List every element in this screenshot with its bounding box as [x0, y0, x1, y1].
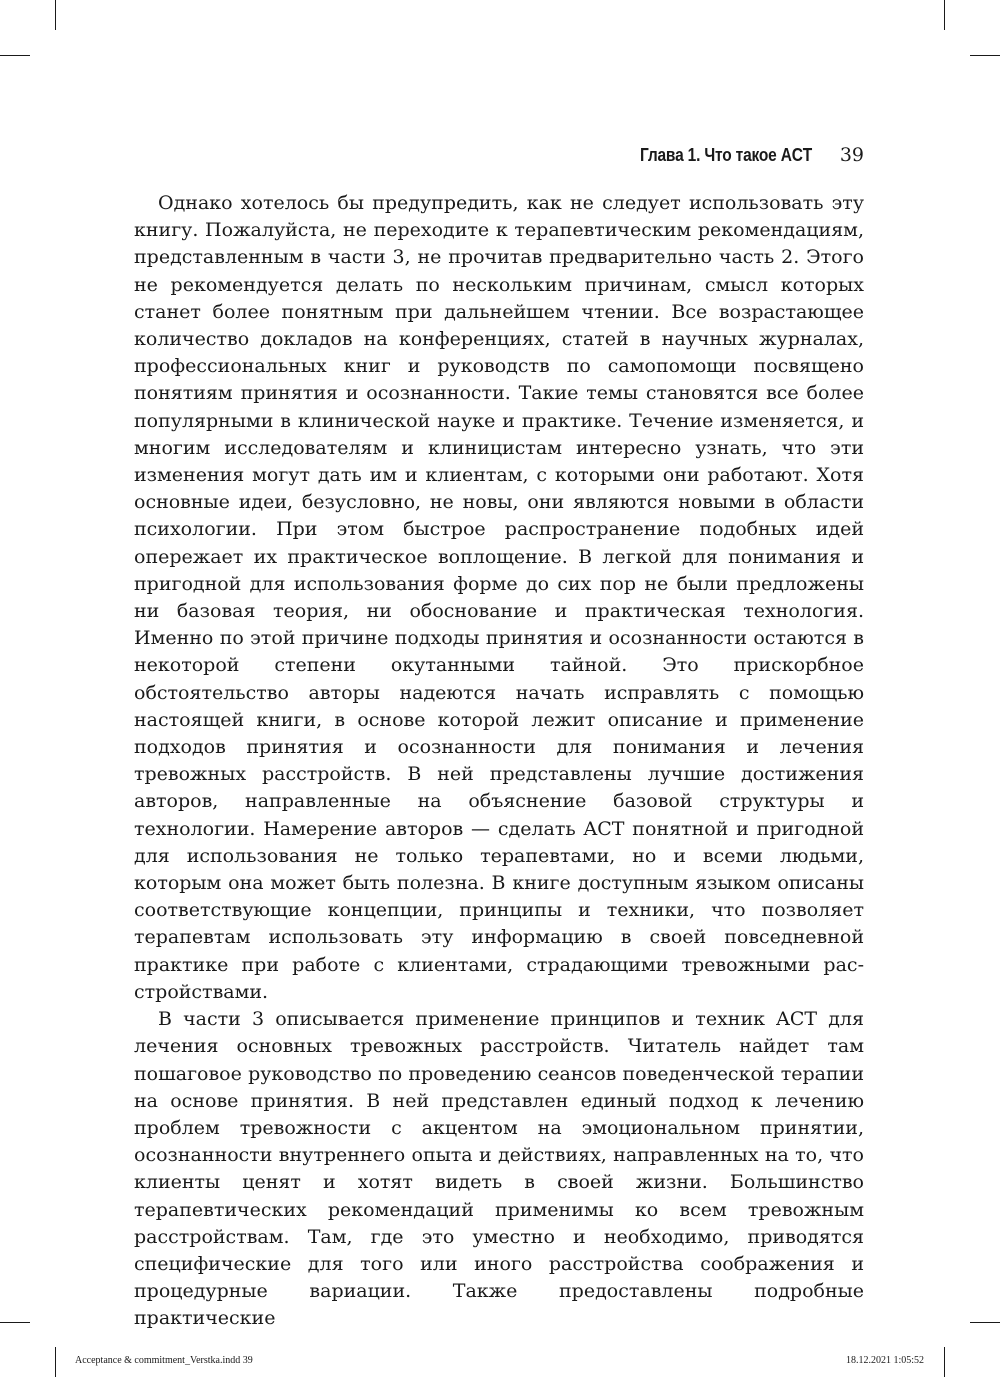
running-head [612, 144, 864, 166]
chapter-title: Глава 1. Что такое ACT [639, 145, 812, 165]
crop-mark-left-bottom [0, 1322, 30, 1323]
crop-mark-right-top [970, 55, 1000, 56]
print-timestamp: 18.12.2021 1:05:52 [845, 1355, 924, 1366]
crop-mark-top-right [944, 0, 945, 30]
body-text [134, 190, 864, 1333]
paragraph: Однако хотелось бы предупредить, как не следует использовать эту книгу. Пожалуйста, не переходите к терапевтическим рекомендациям, представленным в части 3, не прочитав предварительно часть 2. Этого не рекомендуется делать по нескольким причинам, смысл которых станет более понятным при дальнейшем чтении. Все возрастающее количество докладов на конференциях, статей в научных журналах, профессиональных книг и руководств по самопомощи посвящено понятиям принятия и осознанности. Такие темы становятся все более популярными в клинической науке и практике. Течение изменяется, и многим исследователям и клиницистам интересно узнать, что эти изменения могут дать им и клиентам, с которыми они работают. Хотя основные идеи, безусловно, не новы, они являются новыми в области психологии. При этом быстрое распространение подобных идей опережает их практическое воплощение. В легкой для понимания и пригодной для использования форме до сих пор не были предложены ни базовая теория, ни обоснование и практическая технология. Именно по этой причине подходы принятия и осознанности остаются в некоторой степени окутанными тайной. Это прискорбное обстоятельство авторы надеются начать исправлять с помощью настоящей книги, в основе которой лежит описание и применение подходов принятия и осознанности для понимания и лечения тревожных расстройств. В ней представлены лучшие достижения авторов, направленные на объяснение базовой структуры и технологии. Намерение авторов — сделать ACT понятной и пригодной для использования не только терапевтами, но и всеми людьми, которым она может быть полезна. В книге доступным языком описаны соответствующие концепции, принципы и техники, что позволяет терапевтам использовать эту информацию в своей повседневной практике при работе с клиентами, страдающими тревожными расстройствами. [134, 192, 864, 1003]
crop-mark-bottom-left [55, 1347, 56, 1377]
crop-mark-left-top [0, 55, 30, 56]
crop-mark-right-bottom [970, 1322, 1000, 1323]
paragraph: В части 3 описывается применение принципов и техник ACT для лечения основных тревожных расстройств. Читатель найдет там пошаговое руководство по проведению сеансов поведенческой терапии на основе принятия. В ней представлен единый подход к лечению проблем тревожности с акцентом на эмоциональном принятии, осознанности внутреннего опыта и действиях, направленных на то, что клиенты ценят и хотят видеть в своей жизни. Большинство терапевтических рекомендаций применимы ко всем тревожным расстройствам. Там, где это уместно и необходимо, приводятся специфические для того или иного расстройства соображения и процедурные вариации. Также предоставлены подробные практические [134, 1008, 864, 1330]
crop-mark-top-left [55, 0, 56, 30]
file-slug: Acceptance & commitment_Verstka.indd 39 [75, 1355, 253, 1366]
page-number: 39 [839, 144, 864, 166]
crop-mark-bottom-right [944, 1347, 945, 1377]
